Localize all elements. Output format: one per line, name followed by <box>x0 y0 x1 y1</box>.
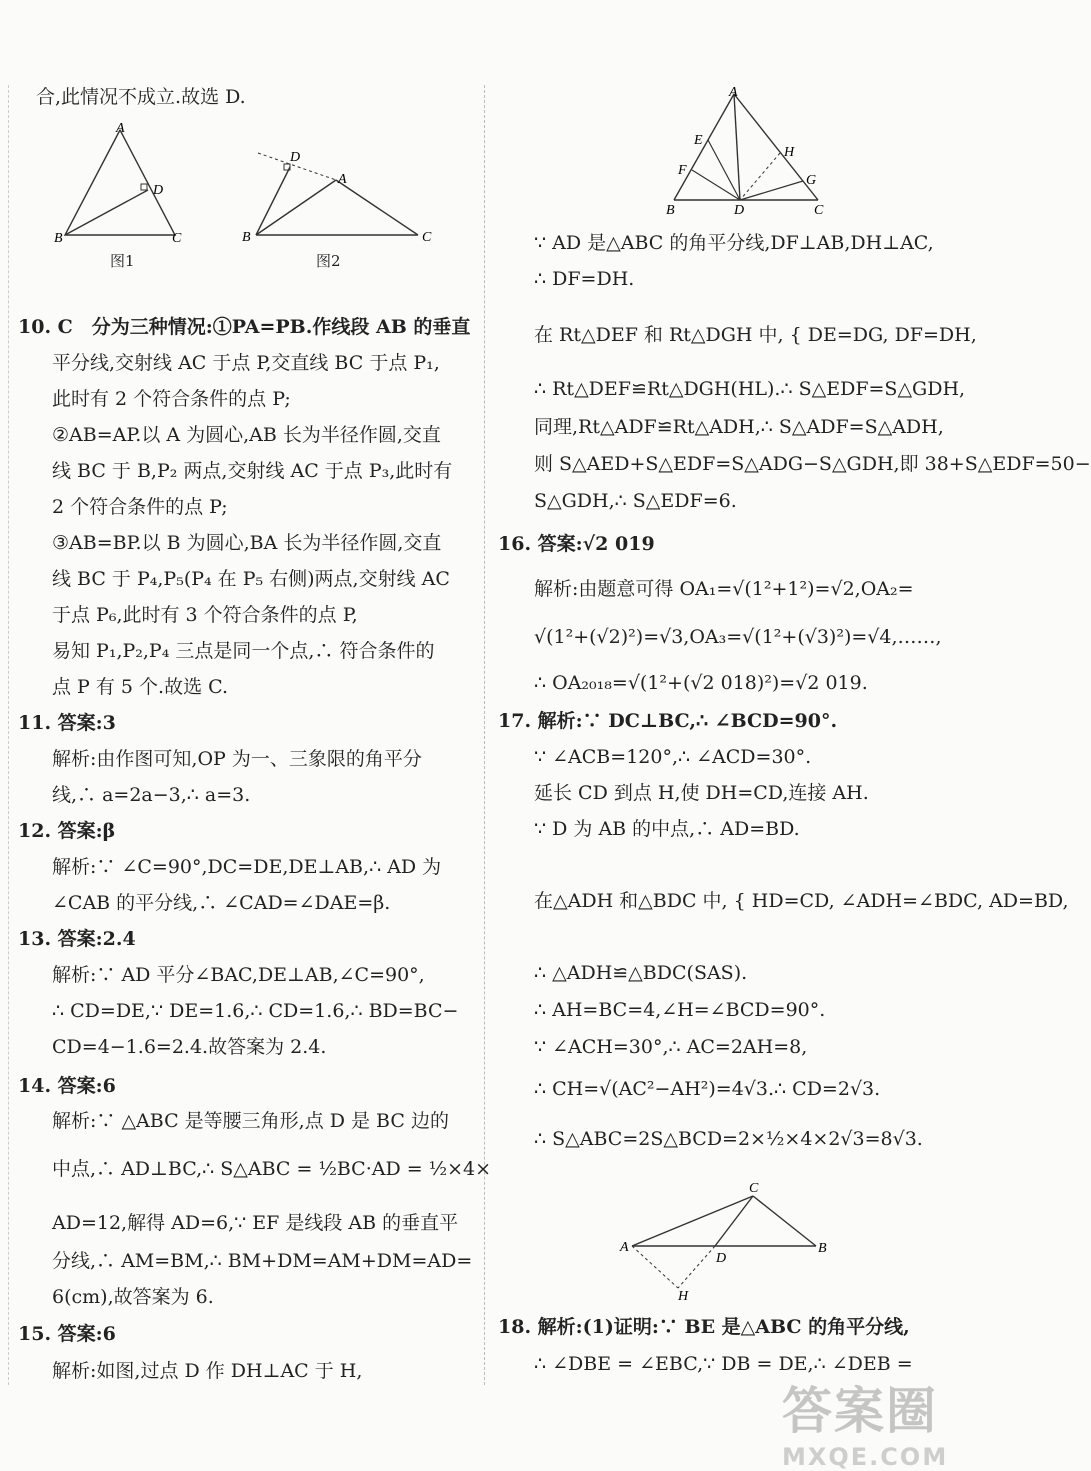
text-line: 则 S△AED+S△EDF=S△ADG−S△GDH,即 38+S△EDF=50− <box>534 453 1091 475</box>
text-line: 在 Rt△DEF 和 Rt△DGH 中, { DE=DG, DF=DH, <box>534 324 977 346</box>
fig15-label-f: F <box>678 163 687 178</box>
text-line: 延长 CD 到点 H,使 DH=CD,连接 AH. <box>534 782 869 804</box>
text-line: ∴ CD=DE,∵ DE=1.6,∴ CD=1.6,∴ BD=BC− <box>52 1000 459 1022</box>
text-line: AD=12,解得 AD=6,∵ EF 是线段 AB 的垂直平 <box>52 1212 459 1234</box>
text-line: ∴ DF=DH. <box>534 268 635 290</box>
text-line: 16. 答案:√2 019 <box>498 533 655 555</box>
text-line: 11. 答案:3 <box>18 712 116 734</box>
text-line: 解析:∵ △ABC 是等腰三角形,点 D 是 BC 边的 <box>52 1110 449 1132</box>
fig15-label-h: H <box>784 145 795 160</box>
text-line: 6(cm),故答案为 6. <box>52 1286 214 1308</box>
figure-15 <box>656 84 836 220</box>
text-line: 点 P 有 5 个.故选 C. <box>52 676 229 698</box>
fig15-label-g: G <box>806 173 817 188</box>
text-line: CD=4−1.6=2.4.故答案为 2.4. <box>52 1036 327 1058</box>
text-line: 解析:由题意可得 OA₁=√(1²+1²)=√2,OA₂= <box>534 578 914 600</box>
text-line: 18. 解析:(1)证明:∵ BE 是△ABC 的角平分线, <box>498 1316 910 1338</box>
fig1-label-a: A <box>116 121 125 136</box>
text-line: ∵ ∠ACB=120°,∴ ∠ACD=30°. <box>534 746 812 768</box>
figure-1-caption: 图1 <box>110 252 135 270</box>
text-line: 易知 P₁,P₂,P₄ 三点是同一个点,∴ 符合条件的 <box>52 640 435 662</box>
left-margin-rule <box>8 85 9 1385</box>
text-line: √(1²+(√2)²)=√3,OA₃=√(1²+(√3)²)=√4,……, <box>534 626 942 648</box>
figure-2-caption: 图2 <box>316 252 341 270</box>
text-line: ∵ AD 是△ABC 的角平分线,DF⊥AB,DH⊥AC, <box>534 232 934 254</box>
fig2-label-a: A <box>338 172 347 187</box>
text-line: ∵ D 为 AB 的中点,∴ AD=BD. <box>534 818 800 840</box>
fig2-label-d: D <box>290 150 301 165</box>
text-line: 中点,∴ AD⊥BC,∴ S△ABC = ½BC·AD = ½×4× <box>52 1158 492 1180</box>
text-line: ∴ ∠DBE = ∠EBC,∵ DB = DE,∴ ∠DEB = <box>534 1353 913 1375</box>
watermark-text: 答案圈 <box>782 1382 938 1440</box>
text-line: ∴ CH=√(AC²−AH²)=4√3.∴ CD=2√3. <box>534 1078 881 1100</box>
text-line: 13. 答案:2.4 <box>18 928 136 950</box>
fig1-label-b: B <box>54 231 63 246</box>
text-line: 线 BC 于 B,P₂ 两点,交射线 AC 于点 P₃,此时有 <box>52 460 453 482</box>
text-line: 同理,Rt△ADF≌Rt△ADH,∴ S△ADF=S△ADH, <box>534 416 944 438</box>
text-line: 线,∴ a=2a−3,∴ a=3. <box>52 784 251 806</box>
text-line: ∴ S△ABC=2S△BCD=2×½×4×2√3=8√3. <box>534 1128 923 1150</box>
text-line: S△GDH,∴ S△EDF=6. <box>534 490 737 512</box>
text-line: ∵ ∠ACH=30°,∴ AC=2AH=8, <box>534 1036 808 1058</box>
fig17-label-c: C <box>749 1181 759 1196</box>
text-line: 此时有 2 个符合条件的点 P; <box>52 388 291 410</box>
fig15-label-c: C <box>814 203 824 218</box>
fig15-label-b: B <box>666 203 675 218</box>
text-line: 解析:∵ ∠C=90°,DC=DE,DE⊥AB,∴ AD 为 <box>52 856 442 878</box>
text-line: ∴ Rt△DEF≌Rt△DGH(HL).∴ S△EDF=S△GDH, <box>534 378 966 400</box>
text-line: 在△ADH 和△BDC 中, { HD=CD, ∠ADH=∠BDC, AD=BD, <box>534 890 1069 912</box>
fig1-label-c: C <box>172 231 182 246</box>
fig17-label-b: B <box>818 1241 827 1256</box>
watermark-logo <box>782 1371 992 1471</box>
watermark-url: MXQE.COM <box>782 1443 949 1471</box>
fig17-label-d: D <box>716 1251 727 1266</box>
fig2-label-c: C <box>422 230 432 245</box>
text-line: 17. 解析:∵ DC⊥BC,∴ ∠BCD=90°. <box>498 710 838 732</box>
text-line: 解析:∵ AD 平分∠BAC,DE⊥AB,∠C=90°, <box>52 964 425 986</box>
text-line: ∠CAB 的平分线,∴ ∠CAD=∠DAE=β. <box>52 892 391 914</box>
fig15-label-a: A <box>729 85 738 100</box>
text-line: 于点 P₆,此时有 3 个符合条件的点 P, <box>52 604 358 626</box>
text-line: ∴ △ADH≌△BDC(SAS). <box>534 962 748 984</box>
text-line: ∴ OA₂₀₁₈=√(1²+(√2 018)²)=√2 019. <box>534 672 868 694</box>
text-line: ∴ AH=BC=4,∠H=∠BCD=90°. <box>534 999 826 1021</box>
figure-1 <box>50 120 200 250</box>
fig15-label-d: D <box>734 203 745 218</box>
text-line: 合,此情况不成立.故选 D. <box>36 86 246 108</box>
fig17-label-h: H <box>678 1289 689 1304</box>
text-line: 解析:由作图可知,OP 为一、三象限的角平分 <box>52 748 422 770</box>
text-line: 分线,∴ AM=BM,∴ BM+DM=AM+DM=AD= <box>52 1250 473 1272</box>
text-line: 平分线,交射线 AC 于点 P,交直线 BC 于点 P₁, <box>52 352 440 374</box>
text-line: 线 BC 于 P₄,P₅(P₄ 在 P₅ 右侧)两点,交射线 AC <box>52 568 450 590</box>
text-line: 2 个符合条件的点 P; <box>52 496 228 518</box>
column-divider <box>484 85 485 1385</box>
fig1-label-d: D <box>153 183 164 198</box>
text-line: ③AB=BP.以 B 为圆心,BA 长为半径作圆,交直 <box>52 532 442 554</box>
text-line: ②AB=AP.以 A 为圆心,AB 长为半径作圆,交直 <box>52 424 441 446</box>
fig17-label-a: A <box>620 1240 629 1255</box>
text-line: 10. C 分为三种情况:①PA=PB.作线段 AB 的垂直 <box>18 316 471 338</box>
figure-2 <box>238 145 438 245</box>
text-line: 15. 答案:6 <box>18 1323 116 1345</box>
fig15-label-e: E <box>694 133 703 148</box>
text-line: 解析:如图,过点 D 作 DH⊥AC 于 H, <box>52 1360 363 1382</box>
figure-17 <box>618 1176 838 1306</box>
fig2-label-b: B <box>242 230 251 245</box>
text-line: 14. 答案:6 <box>18 1075 116 1097</box>
text-line: 12. 答案:β <box>18 820 116 842</box>
